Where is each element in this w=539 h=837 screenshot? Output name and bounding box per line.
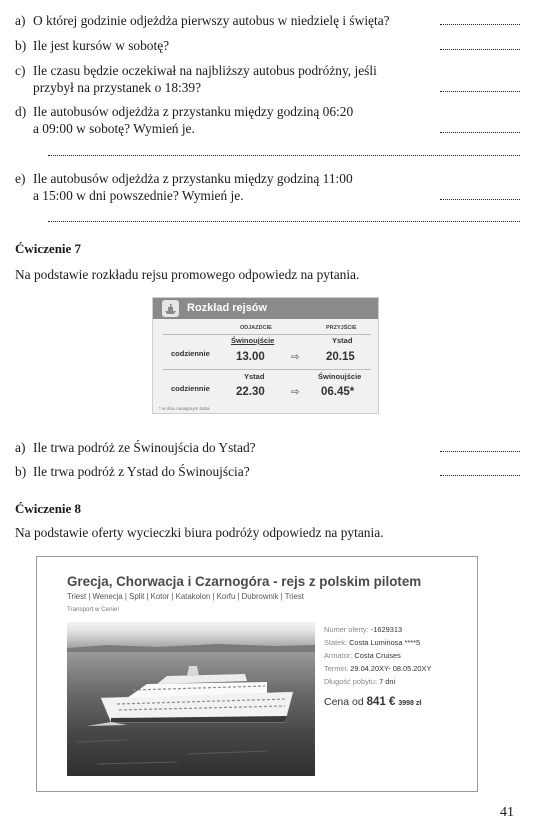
detail-key: Armator: (324, 651, 353, 660)
answer-line[interactable] (440, 199, 520, 200)
departure-port: Ystad (244, 372, 265, 381)
answer-line[interactable] (440, 91, 520, 92)
exercise-7-heading: Ćwiczenie 7 (15, 241, 82, 256)
exercise-8-heading: Ćwiczenie 8 (15, 501, 82, 516)
question-text: Ile jest kursów w sobotę? (33, 38, 170, 53)
question-letter: a) (15, 440, 26, 455)
question-text: Ile trwa podróż z Ystad do Świnoujścia? (33, 464, 250, 479)
offer-transport: Transport w Cenie! (67, 606, 120, 613)
question-text-line: a 15:00 w dni powszednie? Wymień je. (33, 188, 244, 203)
column-departure: ODJAZDCIE (240, 325, 272, 331)
question-text-line: przybył na przystanek o 18:39? (33, 80, 202, 95)
detail-key: Numer oferty: (324, 625, 369, 634)
question-text-line: Ile czasu będzie oczekiwał na najbliższy autobus podróżny, jeśli (33, 63, 377, 78)
price-eur: 841 € (366, 696, 396, 708)
exercise-8-instruction: Na podstawie oferty wycieczki biura podróży odpowiedz na pytania. (15, 525, 384, 540)
question-text-line: Ile autobusów odjeżdża z przystanku między godziną 11:00 (33, 171, 353, 186)
question-letter: e) (15, 171, 26, 186)
answer-line[interactable] (440, 132, 520, 133)
arrival-time: 06.45* (321, 386, 355, 398)
answer-line-full[interactable] (48, 221, 520, 222)
offer-detail (324, 638, 420, 647)
row-label: codziennie (171, 384, 210, 393)
answer-line-full[interactable] (48, 155, 520, 156)
divider (163, 334, 371, 335)
timetable-header (153, 298, 378, 319)
page-number: 41 (500, 805, 514, 820)
offer-route: Triest | Wenecja | Split | Kotor | Katakolon | Korfu | Dubrownik | Triest (67, 592, 304, 601)
offer-detail (324, 625, 402, 634)
departure-time: 13.00 (236, 351, 265, 363)
arrival-port: Świnoujście (318, 372, 362, 381)
offer-title: Grecja, Chorwacja i Czarnogóra - rejs z polskim pilotem (67, 574, 422, 589)
divider (163, 369, 371, 370)
offer-detail (324, 677, 395, 686)
departure-port: Świnoujście (231, 336, 275, 345)
timetable-footnote: * w dniu następnym doba (159, 406, 210, 411)
detail-key: Długość pobytu: (324, 677, 377, 686)
detail-value: Costa Cruises (354, 651, 401, 660)
ship-icon (162, 300, 179, 317)
ferry-timetable (152, 297, 379, 414)
row-label: codziennie (171, 349, 210, 358)
detail-value: Costa Luminosa ****5 (349, 638, 421, 647)
arrival-time: 20.15 (326, 351, 355, 363)
exercise-7-instruction: Na podstawie rozkładu rejsu promowego odpowiedz na pytania. (15, 267, 360, 282)
detail-value: -1629313 (370, 625, 403, 634)
arrow-icon: ⇨ (291, 387, 300, 398)
detail-key: Statek: (324, 638, 348, 647)
question-text-line: Ile autobusów odjeżdża z przystanku między godziną 06:20 (33, 104, 354, 119)
question-letter: b) (15, 38, 27, 53)
price-label: Cena od (324, 696, 364, 708)
column-arrival: PRZYJŚCIE (326, 325, 357, 331)
offer-detail (324, 651, 401, 660)
answer-line[interactable] (440, 451, 520, 452)
detail-value: 7 dni (379, 677, 396, 686)
departure-time: 22.30 (236, 386, 265, 398)
offer-price (324, 696, 421, 708)
arrival-port: Ystad (332, 336, 353, 345)
question-text: Ile trwa podróż ze Świnoujścia do Ystad? (33, 440, 256, 455)
offer-detail (324, 664, 431, 673)
answer-line[interactable] (440, 475, 520, 476)
question-letter: d) (15, 104, 27, 119)
detail-value: 29.04.20XY- 08.05.20XY (350, 664, 432, 673)
question-letter: a) (15, 13, 26, 28)
answer-line[interactable] (440, 24, 520, 25)
price-pln: 3998 zł (398, 700, 422, 707)
question-text-line: a 09:00 w sobotę? Wymień je. (33, 121, 195, 136)
detail-key: Termin: (324, 664, 349, 673)
question-letter: c) (15, 63, 26, 78)
answer-line[interactable] (440, 49, 520, 50)
travel-offer-card (36, 556, 478, 792)
arrow-icon: ⇨ (291, 352, 300, 363)
question-letter: b) (15, 464, 27, 479)
question-text: O której godzinie odjeżdża pierwszy autobus w niedzielę i święta? (33, 13, 390, 28)
timetable-title: Rozkład rejsów (187, 302, 268, 314)
cruise-ship-photo (67, 622, 315, 776)
